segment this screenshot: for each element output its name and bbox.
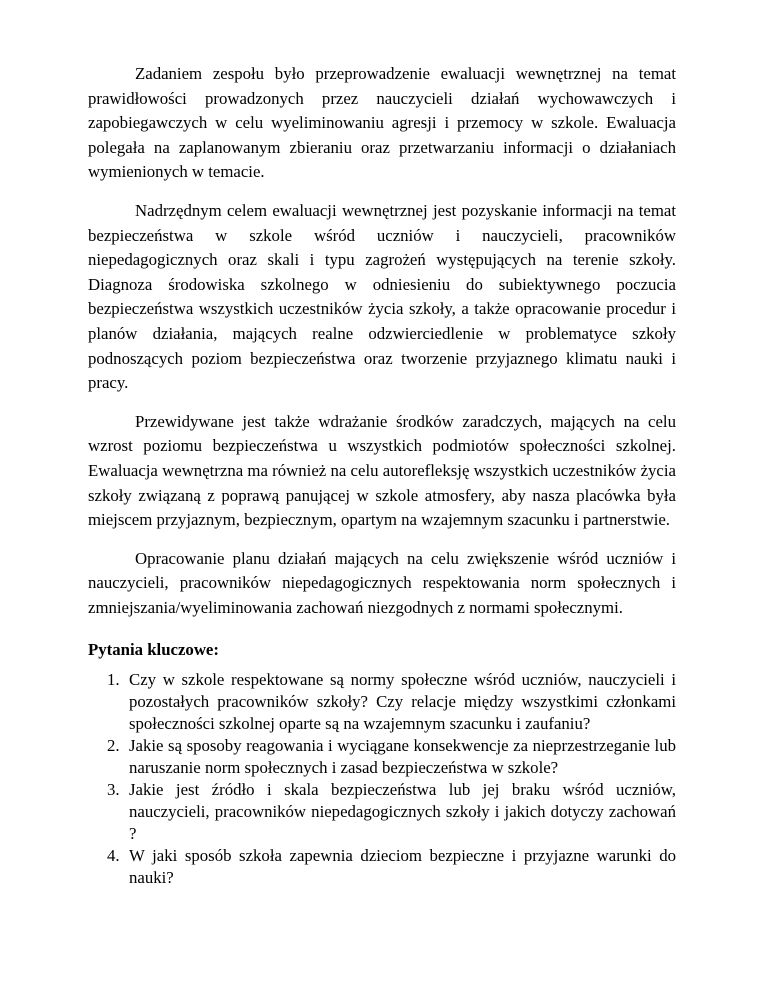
list-item	[107, 779, 676, 845]
paragraph-2: Nadrzędnym celem ewaluacji wewnętrznej jest pozyskanie informacji na temat bezpieczeństwa w szkole wśród uczniów i nauczycieli, pracowników niepedagogicznych oraz skali i typu zagrożeń występujących na terenie szkoły. Diagnoza środowiska szkolnego w odniesieniu do subiektywnego poczucia bezpieczeństwa wszystkich uczestników życia szkoły, a także opracowanie procedur i planów działania, mających realne odzwierciedlenie w problematyce szkoły podnoszących poziom bezpieczeństwa oraz tworzenie przyjaznego klimatu nauki i pracy.	[88, 200, 676, 393]
list-item	[107, 669, 676, 735]
list-item-text: Jakie jest źródło i skala bezpieczeństwa lub jej braku wśród uczniów, nauczycieli, pracowników niepedagogicznych szkoły i jakich dotyczy zachowań ?	[129, 780, 676, 844]
list-item-number: 2.	[107, 736, 120, 756]
list-item-text: W jaki sposób szkoła zapewnia dzieciom bezpieczne i przyjazne warunki do nauki?	[129, 846, 676, 888]
list-item-number: 1.	[107, 670, 120, 690]
list-item-text: Czy w szkole respektowane są normy społeczne wśród uczniów, nauczycieli i pozostałych pracowników szkoły? Czy relacje między wszystkimi członkami społeczności szkolnej oparte są na wzajemnym szacunku i zaufaniu?	[129, 670, 676, 734]
paragraph-4: Opracowanie planu działań mających na celu zwiększenie wśród uczniów i nauczycieli, pracowników niepedagogicznych respektowania norm społecznych i zmniejszania/wyeliminowania zachowań niezgodnych z normami społecznymi.	[88, 548, 676, 617]
document-page	[88, 62, 676, 889]
list-item	[107, 845, 676, 889]
list-item-text: Jakie są sposoby reagowania i wyciągane konsekwencje za nieprzestrzeganie lub naruszanie norm społecznych i zasad bezpieczeństwa w szkole?	[129, 736, 676, 778]
list-item-number: 3.	[107, 780, 120, 800]
key-questions-list	[88, 669, 676, 889]
list-item	[107, 735, 676, 779]
paragraph-3: Przewidywane jest także wdrażanie środków zaradczych, mających na celu wzrost poziomu bezpieczeństwa u wszystkich podmiotów społeczności szkolnej. Ewaluacja wewnętrzna ma również na celu autorefleksję wszystkich uczestników życia szkoły związaną z poprawą panującej w szkole atmosfery, aby nasza placówka była miejscem przyjaznym, bezpiecznym, opartym na wzajemnym szacunku i partnerstwie.	[88, 411, 676, 530]
paragraph-1: Zadaniem zespołu było przeprowadzenie ewaluacji wewnętrznej na temat prawidłowości prowadzonych przez nauczycieli działań wychowawczych i zapobiegawczych w celu wyeliminowaniu agresji i przemocy w szkole. Ewaluacja polegała na zaplanowanym zbieraniu oraz przetwarzaniu informacji o działaniach wymienionych w temacie.	[88, 64, 676, 182]
list-item-number: 4.	[107, 846, 120, 866]
section-heading: Pytania kluczowe:	[88, 640, 219, 660]
